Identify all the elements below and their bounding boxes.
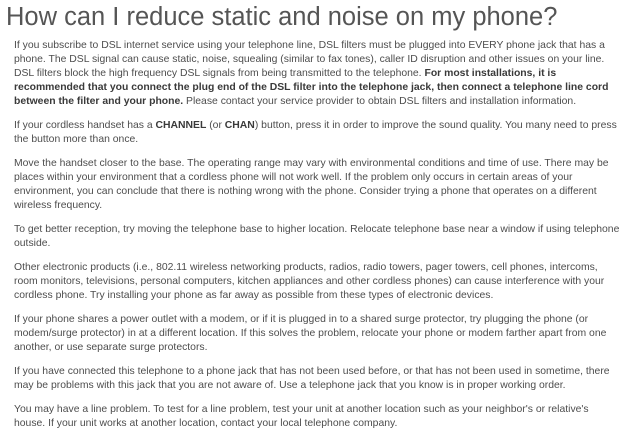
paragraph-dsl-text: If you subscribe to DSL internet service using your telephone line, DSL filters must be plugged into EVERY phone jack that has a phone. The DSL signal can cause static, noise, squealing (similar to fax tones), caller ID disruption and other issues on your line. DSL filters block the high frequency DSL signals from being transmitted to the telephone. [14,40,605,79]
paragraph-dsl-bold: For most installations, it is recommended that you connect the plug end of the DSL filter into the telephone jack, then connect a telephone line cord between the filter and your phone. [14,68,609,107]
paragraph-reception: To get better reception, try moving the telephone base to higher location. Relocate telephone base near a window if using telephone outside. [14,224,620,249]
chan-label: CHAN [224,120,255,131]
paragraph-channel-button [14,119,622,147]
paragraph-move-handset: Move the handset closer to the base. The operating range may vary with environmental conditions and time of use. There may be places within your environment that a cordless phone will not work well. If the problem only occurs in certain areas of your environment, you can conclude that there is nothing wrong with the phone. Consider trying a phone that operates on a different wireless frequency. [14,158,609,211]
paragraph-line-problem: You may have a line problem. To test for a line problem, test your unit at another location such as your neighbor's or relative's house. If your unit works at another location, contact your local telephone company. [14,404,589,429]
page-title: How can I reduce static and noise on my phone? [6,3,558,31]
paragraph-phone-jack: If you have connected this telephone to a phone jack that has not been used before, or that has not been used in sometime, there may be problems with this jack that you are not aware of. Use a telephone jack that you know is in proper working order. [14,366,610,391]
paragraph-dsl-filters [14,39,622,109]
paragraph-power-outlet: If your phone shares a power outlet with a modem, or if it is plugged in to a shared surge protector, try plugging the phone (or modem/surge protector) in at a different location. If this solves the problem, relocate your phone or modem farther apart from one another, or use separate surge protectors. [14,314,607,353]
paragraph-dsl-tail: Please contact your service provider to obtain DSL filters and installation information. [183,96,577,107]
channel-text-c: (or [206,120,225,131]
channel-label: CHANNEL [155,120,207,131]
channel-text-a: If your cordless handset has a [14,120,156,131]
paragraph-interference: Other electronic products (i.e., 802.11 wireless networking products, radios, radio towers, pager towers, cell phones, intercoms, room monitors, televisions, personal computers, kitchen appliances and other cordless phones) can cause interference with your cordless phone. Try installing your phone as far away as possible from these types of electronic devices. [14,262,605,301]
channel-text-d: ) button, press it in order to improve the sound quality. You many need to press the button more than once. [14,120,617,145]
article-body [6,39,630,431]
